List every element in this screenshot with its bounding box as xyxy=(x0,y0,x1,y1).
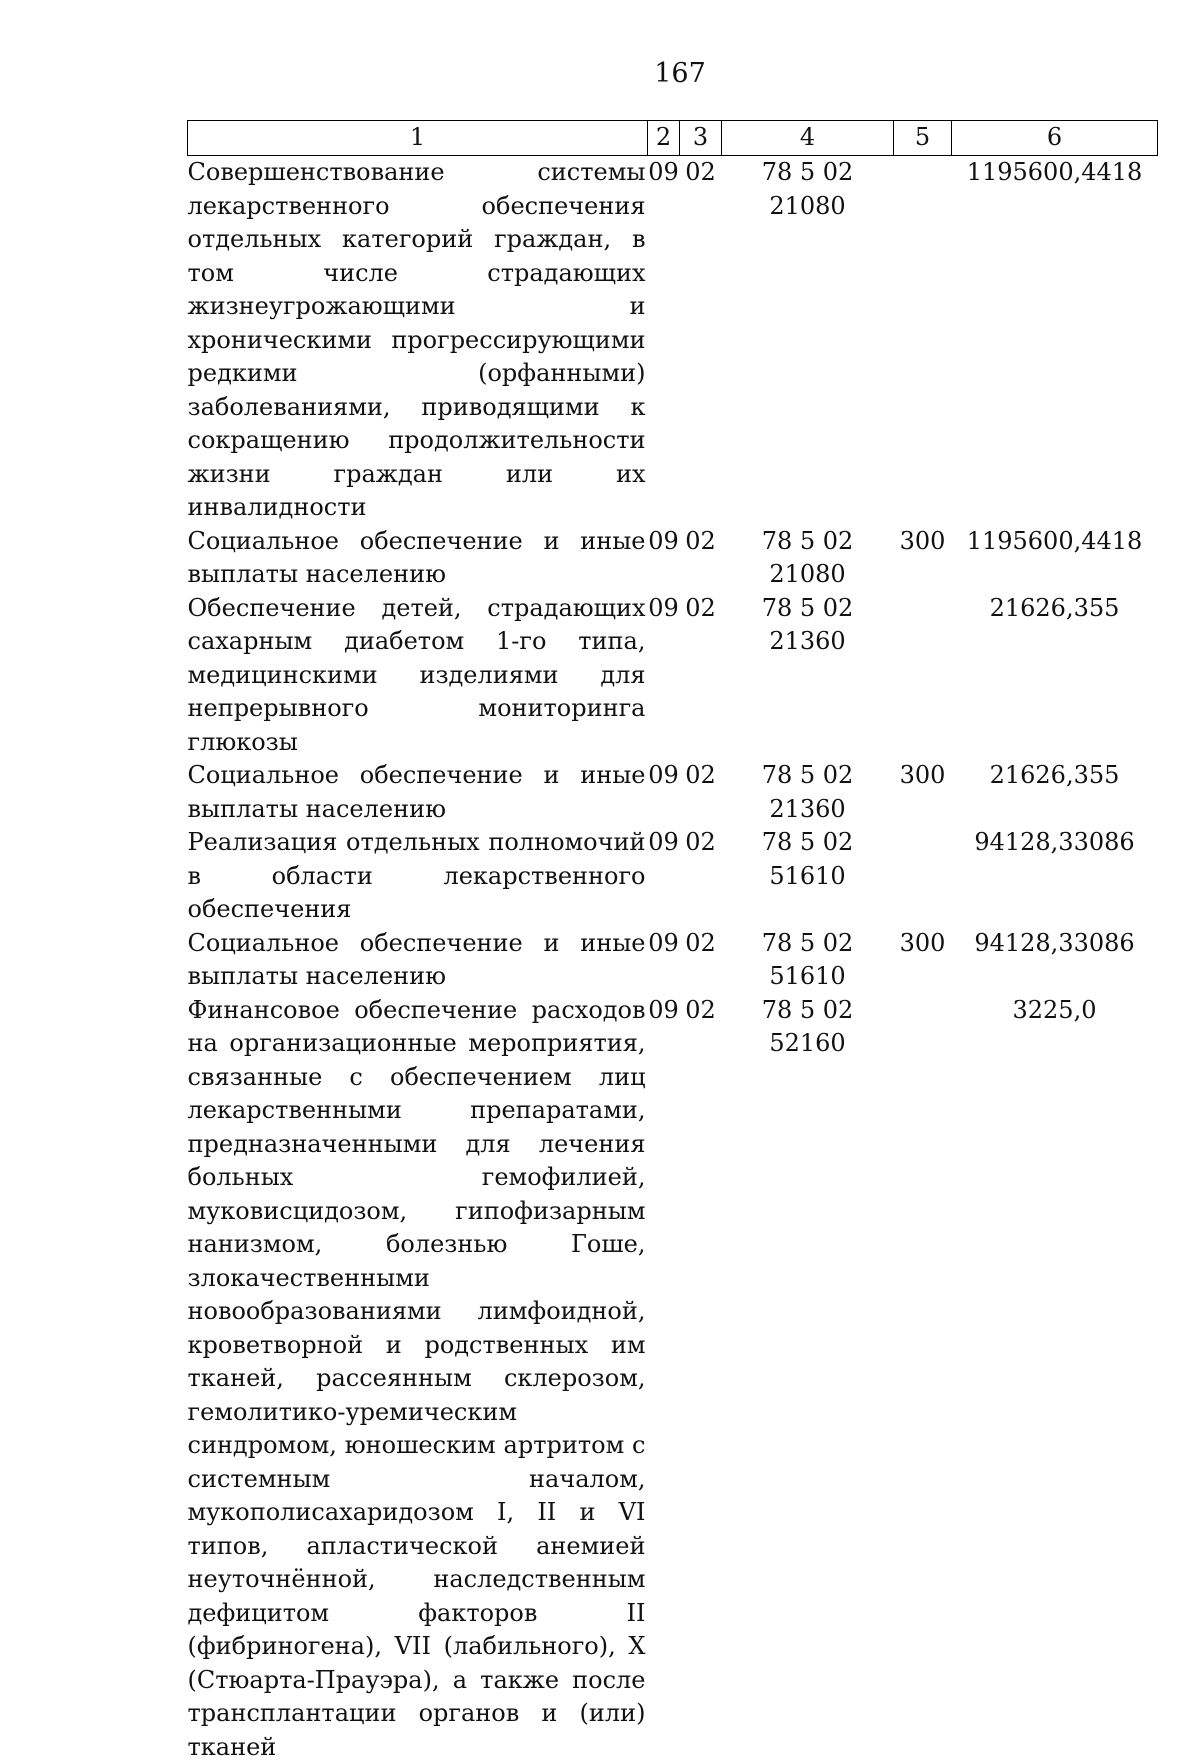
row-expense-type xyxy=(894,156,952,525)
row-subsection: 02 xyxy=(680,994,722,1764)
table-row xyxy=(188,592,1158,760)
column-header-5: 5 xyxy=(894,121,952,156)
row-target-code: 78 5 02 51610 xyxy=(722,826,894,927)
row-target-code: 78 5 02 21360 xyxy=(722,592,894,760)
row-subsection: 02 xyxy=(680,826,722,927)
row-expense-type: 300 xyxy=(894,525,952,592)
row-name: Социальное обеспечение и иные выплаты населению xyxy=(188,759,648,826)
column-header-1: 1 xyxy=(188,121,648,156)
column-header-3: 3 xyxy=(680,121,722,156)
row-expense-type xyxy=(894,994,952,1764)
row-amount: 94128,33086 xyxy=(952,927,1158,994)
table-row xyxy=(188,994,1158,1764)
row-subsection: 02 xyxy=(680,927,722,994)
row-amount: 1195600,4418 xyxy=(952,156,1158,525)
table-row xyxy=(188,927,1158,994)
row-target-code: 78 5 02 21080 xyxy=(722,156,894,525)
row-name: Обеспечение детей, страдающих сахарным диабетом 1-го типа, медицинскими изделиями для непрерывного мониторинга глюкозы xyxy=(188,592,648,760)
table-row xyxy=(188,759,1158,826)
column-header-6: 6 xyxy=(952,121,1158,156)
row-subsection: 02 xyxy=(680,525,722,592)
row-amount: 94128,33086 xyxy=(952,826,1158,927)
row-section: 09 xyxy=(648,156,680,525)
row-name: Реализация отдельных полномочий в области лекарственного обеспечения xyxy=(188,826,648,927)
budget-table xyxy=(187,120,1158,1764)
row-subsection: 02 xyxy=(680,592,722,760)
row-target-code: 78 5 02 52160 xyxy=(722,994,894,1764)
row-amount: 21626,355 xyxy=(952,759,1158,826)
column-header-2: 2 xyxy=(648,121,680,156)
row-section: 09 xyxy=(648,826,680,927)
row-expense-type: 300 xyxy=(894,927,952,994)
table-row xyxy=(188,156,1158,525)
row-target-code: 78 5 02 21080 xyxy=(722,525,894,592)
row-amount: 1195600,4418 xyxy=(952,525,1158,592)
table-row xyxy=(188,525,1158,592)
table-body xyxy=(188,156,1158,1764)
row-amount: 21626,355 xyxy=(952,592,1158,760)
row-amount: 3225,0 xyxy=(952,994,1158,1764)
row-subsection: 02 xyxy=(680,759,722,826)
row-section: 09 xyxy=(648,927,680,994)
table-header xyxy=(188,121,1158,156)
table-row xyxy=(188,826,1158,927)
page-number: 167 xyxy=(0,58,1200,89)
row-name: Совершенствование системы лекарственного обеспечения отдельных категорий граждан, в том числе страдающих жизнеугрожающими и хроническими прогрессирующими редкими (орфанными) заболеваниями, приводящими к сокращению продолжительности жизни граждан или их инвалидности xyxy=(188,156,648,525)
row-subsection: 02 xyxy=(680,156,722,525)
row-name: Социальное обеспечение и иные выплаты населению xyxy=(188,525,648,592)
row-expense-type: 300 xyxy=(894,759,952,826)
column-header-4: 4 xyxy=(722,121,894,156)
row-expense-type xyxy=(894,592,952,760)
row-expense-type xyxy=(894,826,952,927)
row-section: 09 xyxy=(648,525,680,592)
row-section: 09 xyxy=(648,759,680,826)
row-section: 09 xyxy=(648,592,680,760)
row-section: 09 xyxy=(648,994,680,1764)
row-target-code: 78 5 02 21360 xyxy=(722,759,894,826)
row-target-code: 78 5 02 51610 xyxy=(722,927,894,994)
header-row xyxy=(188,121,1158,156)
row-name: Финансовое обеспечение расходов на организационные мероприятия, связанные с обеспечением лиц лекарственными препаратами, предназначенными для лечения больных гемофилией, муковисцидозом, гипофизарным нанизмом, болезнью Гоше, злокачественными новообразованиями лимфоидной, кроветворной и родственных им тканей, рассеянным склерозом, гемолитико-уремическим синдромом, юношеским артритом с системным началом, мукополисахаридозом I, II и VI типов, апластической анемией неуточнённой, наследственным дефицитом факторов II (фибриногена), VII (лабильного), X (Стюарта-Прауэра), а также после трансплантации органов и (или) тканей xyxy=(188,994,648,1764)
row-name: Социальное обеспечение и иные выплаты населению xyxy=(188,927,648,994)
